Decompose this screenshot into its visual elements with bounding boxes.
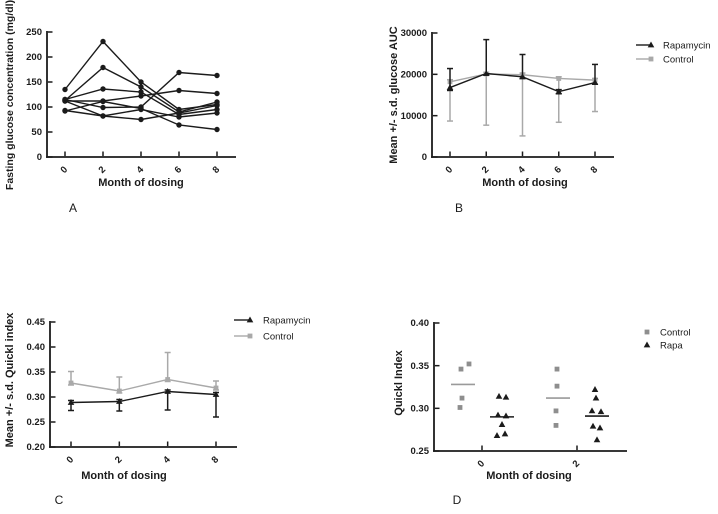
series-subject-3 [62, 86, 219, 117]
y-axis-title: Fasting glucose concentration (mg/dl) [4, 0, 16, 191]
data-point [100, 98, 105, 103]
x-axis-title: Month of dosing [98, 177, 184, 189]
x-tick-label: 6 [552, 164, 564, 176]
legend-square-icon [645, 330, 650, 335]
legend-square-icon [649, 57, 654, 62]
data-point [555, 367, 560, 372]
y-tick-label: 0 [36, 152, 42, 164]
panel-c-chart [0, 257, 359, 514]
panel-d [359, 257, 718, 514]
legend-label: Control [660, 327, 691, 339]
group-rapa-month-0 [490, 393, 514, 438]
y-tick-label: 250 [26, 27, 42, 39]
x-tick-label: 6 [172, 164, 185, 176]
data-point [555, 384, 560, 389]
panel-b-chart [359, 0, 718, 257]
y-axis-title: Mean +/- s.d. glucose AUC [388, 26, 400, 164]
data-point [499, 421, 506, 427]
x-tick-label: 2 [479, 164, 492, 176]
data-point [214, 91, 219, 96]
x-tick-label: 8 [588, 164, 601, 176]
data-point [100, 39, 105, 44]
data-point [494, 432, 501, 438]
group-control-month-0 [451, 362, 475, 410]
data-point [214, 102, 219, 107]
y-tick-label: 0.35 [410, 360, 429, 372]
legend-label: Control [263, 331, 294, 343]
legend-label: Rapamycin [663, 40, 711, 52]
data-point [592, 386, 599, 392]
data-point [176, 70, 181, 75]
data-point [554, 423, 559, 428]
axes [26, 27, 236, 176]
panel-c [0, 257, 359, 514]
data-point [593, 395, 600, 401]
data-point [590, 423, 597, 429]
data-point [138, 84, 143, 89]
y-tick-label: 0.20 [26, 442, 45, 454]
legend [636, 40, 711, 65]
y-tick-label: 50 [31, 127, 42, 139]
data-point [176, 122, 181, 127]
y-tick-label: 10000 [400, 110, 427, 122]
x-tick-label: 2 [96, 164, 109, 176]
data-point [62, 87, 67, 92]
data-point [214, 73, 219, 78]
panel-letter: C [54, 493, 64, 507]
series-line [65, 42, 217, 110]
y-tick-label: 30000 [400, 28, 427, 40]
x-tick-label: 2 [112, 454, 125, 466]
x-axis-title: Month of dosing [486, 470, 572, 482]
data-point [503, 394, 510, 400]
y-tick-label: 0 [421, 152, 427, 164]
y-tick-label: 0.40 [410, 318, 429, 330]
y-tick-label: 0.40 [26, 342, 45, 354]
y-axis-title: Quickl Index [393, 350, 405, 416]
panel-letter: B [454, 201, 464, 215]
data-point [460, 396, 465, 401]
data-point [598, 408, 605, 414]
data-point [165, 377, 170, 382]
data-point [100, 65, 105, 70]
y-tick-label: 0.25 [410, 446, 429, 458]
data-point [458, 405, 463, 410]
data-point [138, 117, 143, 122]
data-point [594, 436, 601, 442]
series-rapamycin [68, 388, 220, 417]
panel-letter: D [452, 493, 462, 507]
panel-b [359, 0, 718, 257]
x-tick-label: 0 [475, 458, 488, 470]
legend [644, 327, 691, 351]
data-point [62, 108, 67, 113]
data-point [100, 113, 105, 118]
group-rapa-month-2 [585, 386, 609, 442]
data-point [589, 407, 596, 413]
x-tick-label: 0 [443, 164, 456, 176]
legend-triangle-icon [644, 342, 651, 348]
data-point [138, 104, 143, 109]
series-control [68, 353, 219, 394]
y-tick-label: 0.30 [26, 392, 45, 404]
y-axis-title: Mean +/- s.d. Quickl index [4, 312, 16, 448]
data-point [554, 408, 559, 413]
data-point [502, 430, 509, 436]
legend-label: Control [663, 54, 694, 66]
x-tick-label: 4 [161, 454, 173, 466]
data-point [117, 389, 122, 394]
y-tick-label: 20000 [400, 69, 427, 81]
data-point [69, 381, 74, 386]
x-tick-label: 4 [134, 164, 147, 176]
data-point [214, 127, 219, 132]
data-point [176, 107, 181, 112]
x-tick-label: 8 [209, 454, 222, 466]
y-tick-label: 0.25 [26, 417, 45, 429]
data-point [214, 107, 219, 112]
series-line [71, 380, 216, 392]
legend-square-icon [248, 334, 253, 339]
y-tick-label: 0.45 [26, 317, 45, 329]
data-point [496, 393, 503, 399]
panel-letter: A [68, 201, 78, 215]
y-tick-label: 0.35 [26, 367, 45, 379]
legend [234, 315, 311, 342]
panel-d-chart [359, 257, 718, 514]
axes [27, 317, 238, 466]
legend-label: Rapamycin [263, 315, 311, 327]
x-tick-label: 8 [210, 164, 223, 176]
data-point [176, 88, 181, 93]
series-control [447, 72, 598, 136]
legend-label: Rapa [660, 340, 683, 352]
x-tick-label: 2 [570, 458, 583, 470]
x-tick-label: 4 [516, 164, 528, 176]
axes [411, 318, 628, 470]
x-axis-title: Month of dosing [482, 177, 568, 189]
data-point [597, 424, 604, 430]
y-tick-label: 0.30 [410, 403, 429, 415]
panel-a-chart [0, 0, 359, 257]
data-point [138, 89, 143, 94]
x-tick-label: 0 [58, 164, 71, 176]
data-point [100, 105, 105, 110]
y-tick-label: 150 [26, 77, 42, 89]
data-point [467, 362, 472, 367]
y-tick-label: 100 [26, 102, 42, 114]
x-tick-label: 0 [64, 454, 77, 466]
data-point [138, 79, 143, 84]
axes [401, 28, 614, 176]
group-control-month-2 [546, 367, 570, 428]
data-point [556, 76, 561, 81]
series-line [71, 392, 216, 403]
data-point [62, 98, 67, 103]
y-tick-label: 200 [26, 52, 42, 64]
data-point [214, 386, 219, 391]
data-point [100, 86, 105, 91]
x-axis-title: Month of dosing [81, 470, 167, 482]
data-point [459, 367, 464, 372]
panel-a [0, 0, 359, 257]
